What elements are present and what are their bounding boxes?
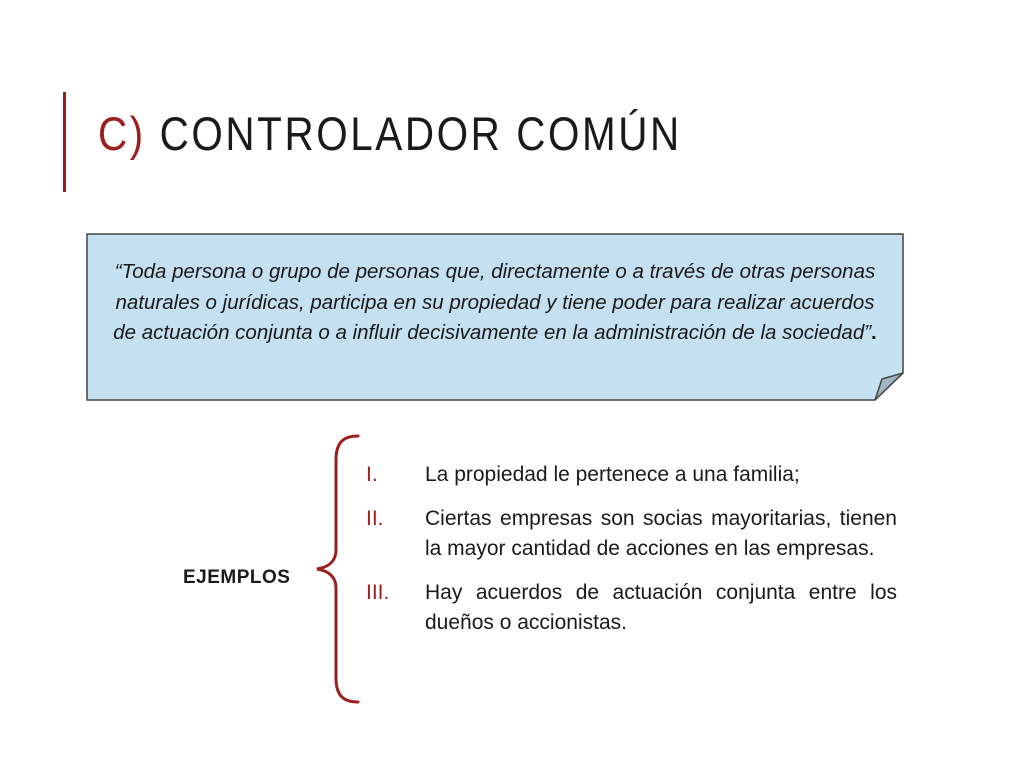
list-item [366, 578, 897, 639]
title-accent-bar [63, 92, 66, 192]
list-item [366, 504, 897, 565]
quote-end-mark: . [871, 321, 877, 344]
quote-body: “Toda persona o grupo de personas que, directamente o a través de otras personas naturales o jurídicas, participa en su propiedad y tiene poder para realizar acuerdos de actuación conjunta o a influir decisivamente en la administración de la sociedad” [113, 260, 876, 344]
list-item-text: La propiedad le pertenece a una familia; [425, 463, 800, 486]
list-item-text: Ciertas empresas son socias mayoritarias, tienen la mayor cantidad de acciones en las empresas. [425, 506, 897, 560]
title-main: CONTROLADOR COMÚN [159, 107, 682, 160]
definition-quote-box [86, 233, 904, 401]
title-prefix: C) [98, 107, 146, 160]
examples-label: EJEMPLOS [183, 567, 291, 588]
list-item-number: I. [366, 463, 378, 486]
list-item-number: III. [366, 580, 390, 604]
curly-brace-icon [312, 432, 362, 706]
examples-list [366, 460, 897, 652]
slide-title [98, 107, 682, 160]
list-item [366, 460, 897, 491]
list-item-text: Hay acuerdos de actuación conjunta entre los dueños o accionistas. [425, 580, 897, 634]
definition-quote-text [106, 257, 884, 349]
list-item-number: II. [366, 506, 384, 530]
